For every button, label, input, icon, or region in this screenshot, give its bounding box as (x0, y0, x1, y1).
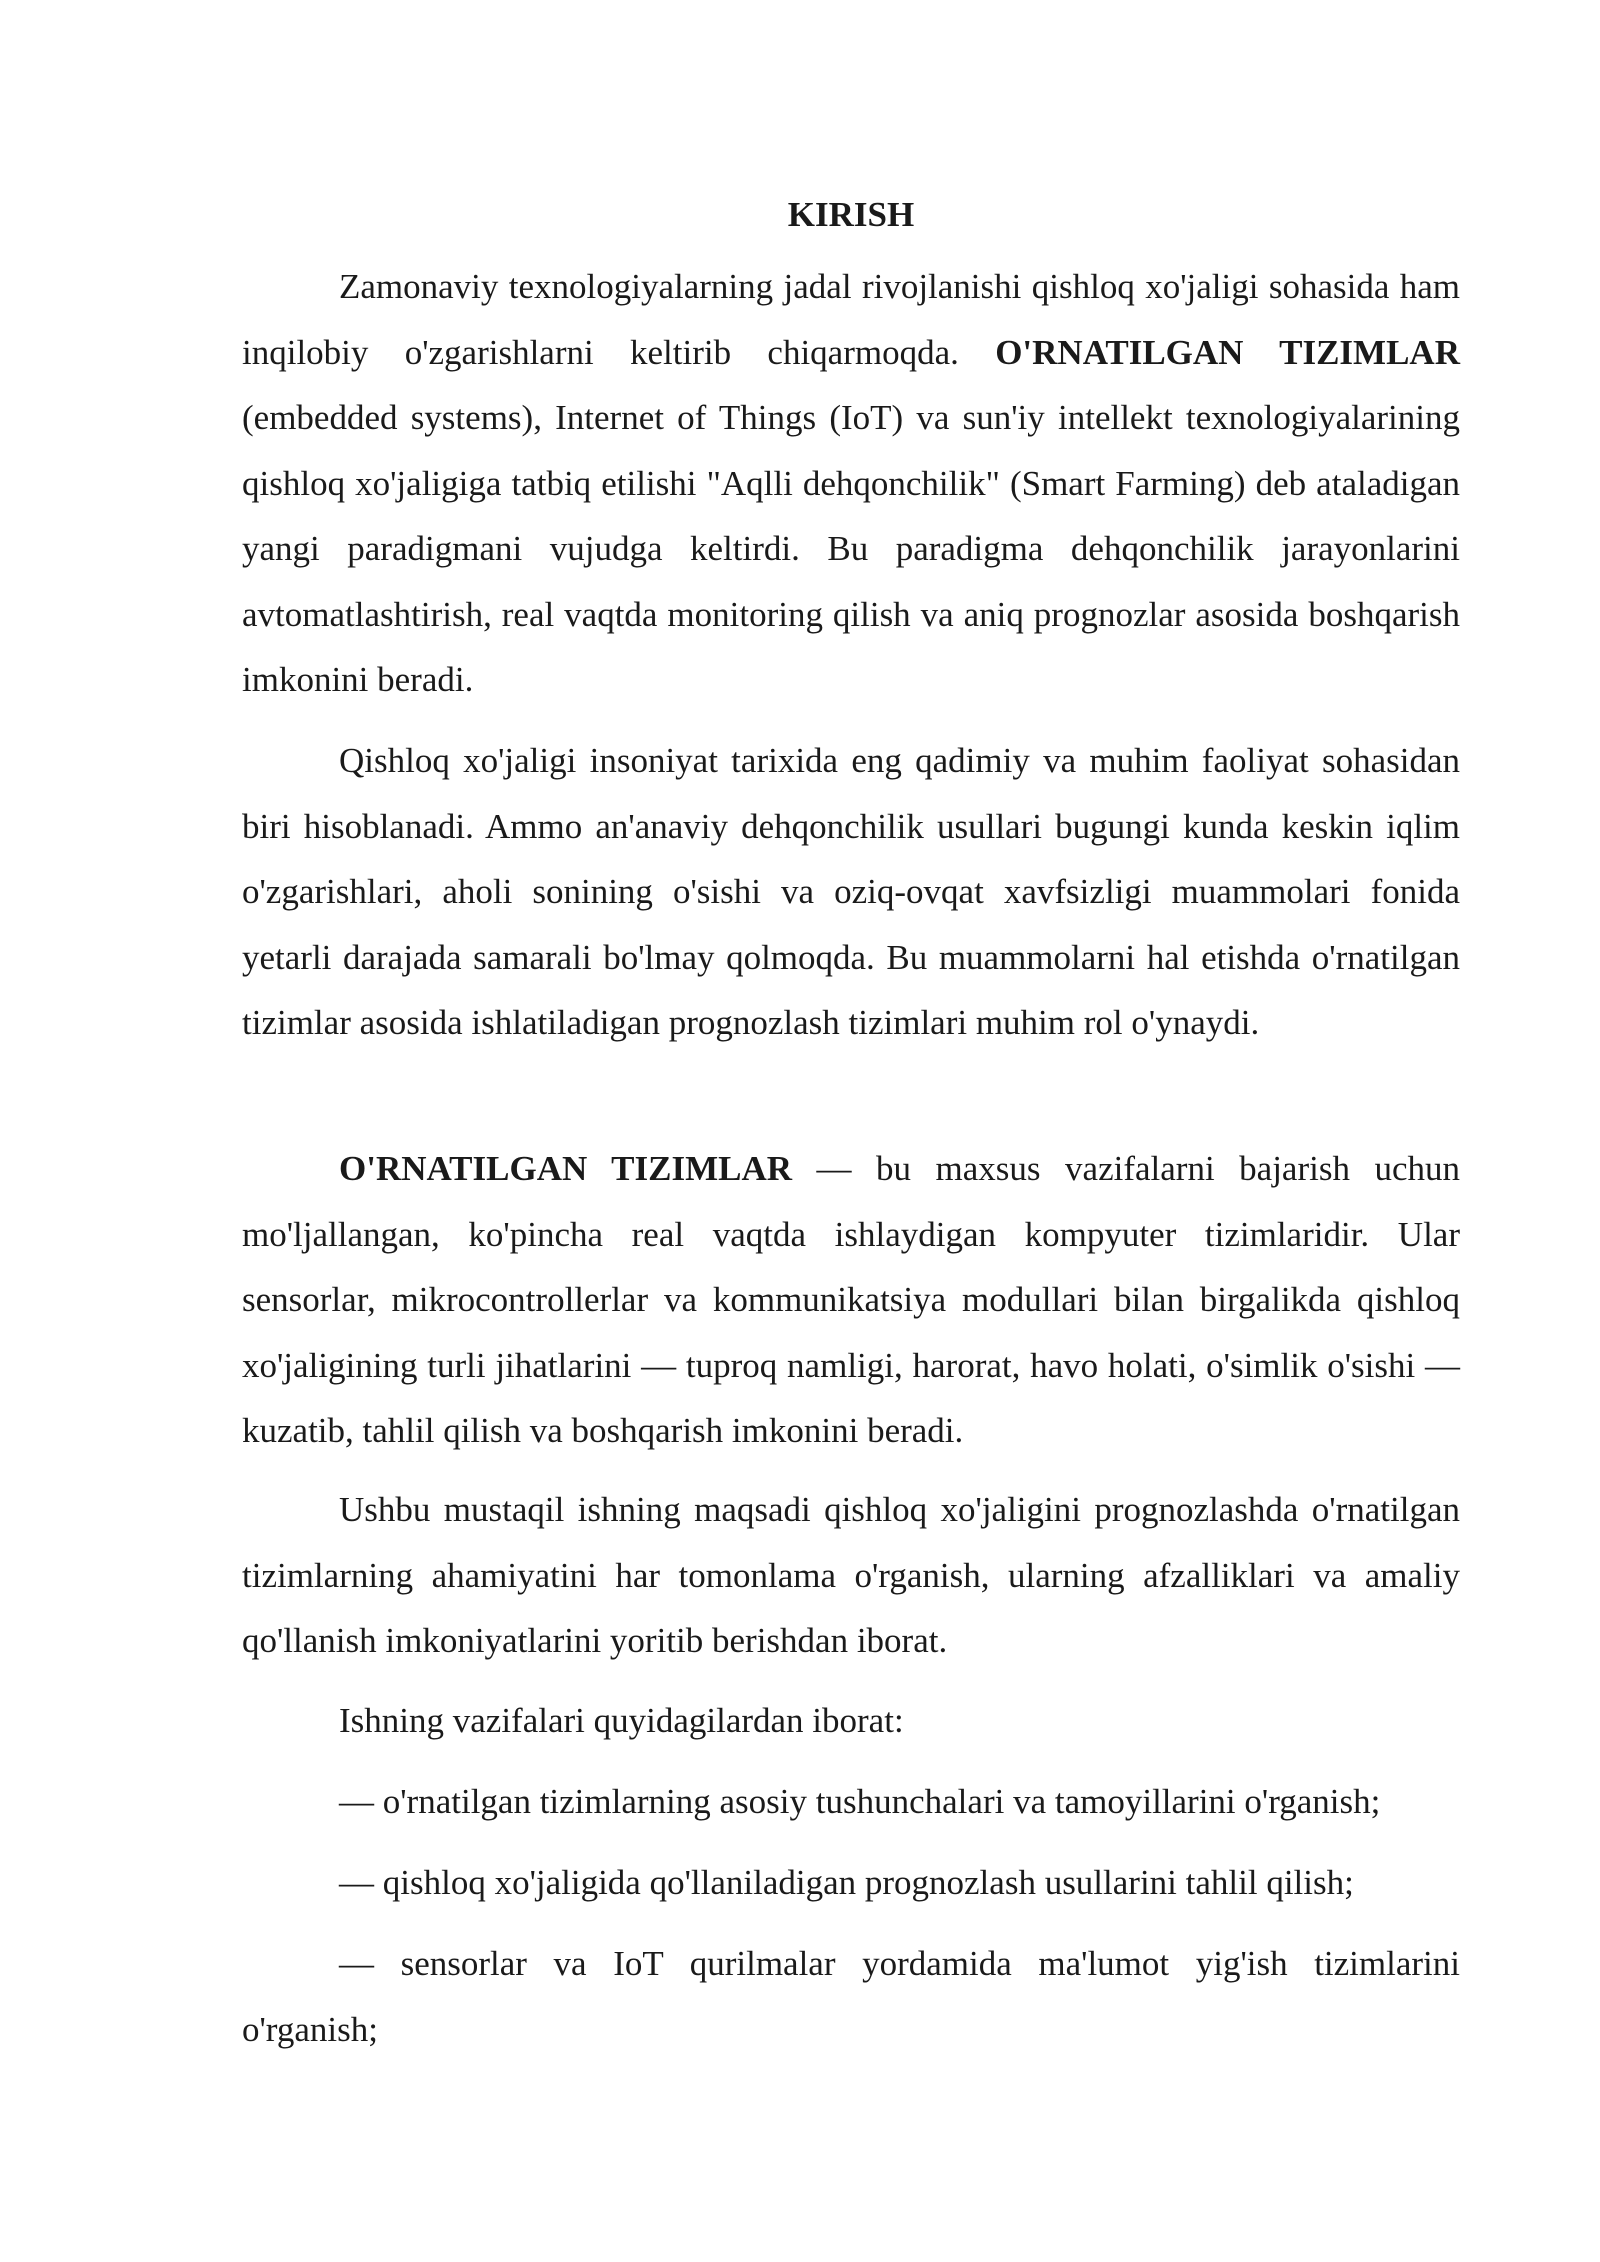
paragraph-text: — bu maxsus vazifalarni bajarish uchun mo'ljallangan, ko'pincha real vaqtda ishlaydigan kompyuter tizimlaridir. Ular sensorlar, mikrocontrollerlar va kommunikatsiya modullari bilan birgalikda qishloq xo'jaligining turli jihatlarini — tuproq namligi, harorat, havo holati, o'simlik o'sishi — kuzatib, tahlil qilish va boshqarish imkonini beradi. (242, 1149, 1461, 1450)
paragraph-text: (embedded systems), Internet of Things (IoT) va sun'iy intellekt texnologiyalarining qishloq xo'jaligiga tatbiq etilishi "Aqlli dehqonchilik" (Smart Farming) deb ataladigan yangi paradigmani vujudga keltirdi. Bu paradigma dehqonchilik jarayonlarini avtomatlashtirish, real vaqtda monitoring qilish va aniq prognozlar asosida boshqarish imkonini beradi. (242, 398, 1460, 699)
paragraph-embedded-systems (242, 1136, 1460, 1464)
paragraph-agriculture: Qishloq xo'jaligi insoniyat tarixida eng qadimiy va muhim faoliyat sohasidan biri hisoblanadi. Ammo an'anaviy dehqonchilik usullari bugungi kunda keskin iqlim o'zgarishlari, aholi sonining o'sishi va oziq-ovqat xavfsizligi muammolari fonida yetarli darajada samarali bo'lmay qolmoqda. Bu muammolarni hal etishda o'rnatilgan tizimlar asosida ishlatiladigan prognozlash tizimlari muhim rol o'ynaydi. (242, 741, 1460, 1042)
bold-term: O'RNATILGAN TIZIMLAR (995, 332, 1460, 372)
page-title: KIRISH (787, 195, 915, 234)
task-list-item: — o'rnatilgan tizimlarning asosiy tushunchalari va tamoyillarini o'rganish; (339, 1782, 1381, 1821)
paragraph-text: Zamonaviy texnologiyalarning jadal rivojlanishi qishloq xo'jaligi sohasida ham inqilobiy o'zgarishlarni keltirib chiqarmoqda. (242, 267, 1460, 372)
paragraph-goal: Ushbu mustaqil ishning maqsadi qishloq xo'jaligini prognozlashda o'rnatilgan tizimlarning ahamiyatini har tomonlama o'rganish, ularning afzalliklari va amaliy qo'llanish imkoniyatlarini yoritib berishdan iborat. (242, 1490, 1460, 1660)
paragraph-tasks-intro: Ishning vazifalari quyidagilardan iborat: (339, 1701, 904, 1740)
task-list-item: — qishloq xo'jaligida qo'llaniladigan prognozlash usullarini tahlil qilish; (339, 1863, 1354, 1902)
task-list-item: — sensorlar va IoT qurilmalar yordamida ma'lumot yig'ish tizimlarini o'rganish; (242, 1944, 1460, 2049)
paragraph-introduction (242, 254, 1460, 713)
bold-term: O'RNATILGAN TIZIMLAR (339, 1149, 793, 1188)
